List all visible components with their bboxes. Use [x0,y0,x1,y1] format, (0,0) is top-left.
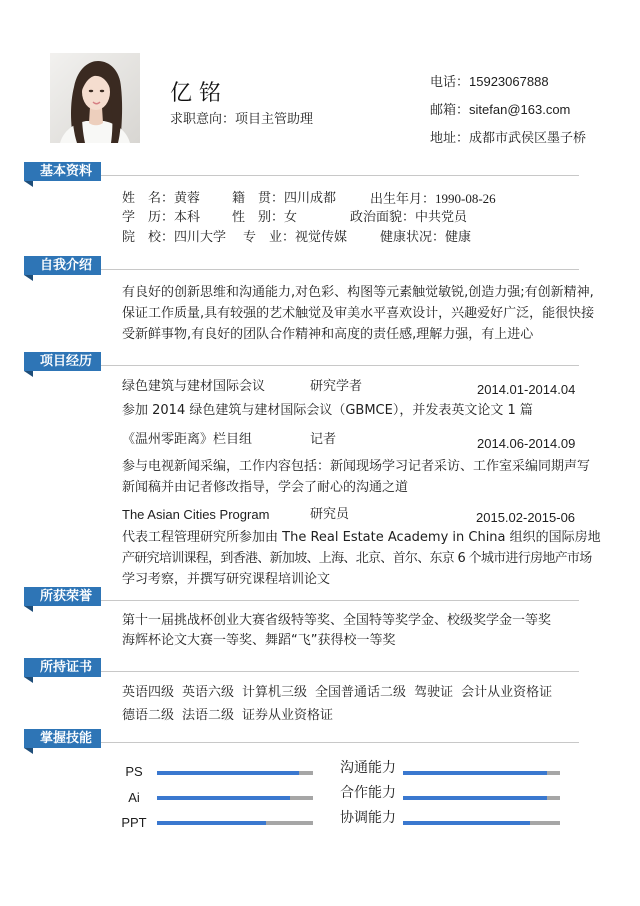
section-tag-fold [24,275,33,281]
certificate-item: 德语二级 [122,708,175,723]
info-label: 健康状况： [380,230,446,245]
info-label: 政治面貌： [350,210,416,225]
info-field-education [122,210,200,226]
certificate-item: 证券从业资格证 [242,708,334,723]
project-description-line: 代表工程管理研究所参加由 The Real Estate Academy in China 组织的国际房地 [122,530,601,545]
certificate-item: 法语二级 [182,708,235,723]
info-value: 四川大学 [174,230,227,245]
skill-bar-fill [403,771,547,775]
section-tag-fold [24,748,33,754]
info-value: 黄蓉 [174,191,201,206]
certificate-item: 会计从业资格证 [461,685,553,700]
project-period: 2015.02-2015-06 [476,510,576,525]
info-field-major [243,230,347,246]
info-field-hometown [232,191,336,207]
certificate-row [122,685,552,701]
section-tag-honors: 所获荣誉 [24,587,101,606]
contact-address-label: 地址： [430,131,470,146]
section-tag-fold [24,677,33,683]
contact-phone-value: 15923067888 [469,74,549,89]
project-name: The Asian Cities Program [122,507,270,522]
section-divider [101,269,579,270]
skill-bar-fill [403,796,547,800]
skill-bar-coordination [403,821,560,825]
skill-label-communication: 沟通能力 [340,760,396,776]
skill-label-ai: Ai [128,790,140,805]
project-description-line: 参与电视新闻采编，工作内容包括：新闻现场学习记者采访、工作室采编同期声写 [122,459,591,474]
info-label: 籍 贯： [232,191,285,206]
section-divider [101,671,579,672]
info-label: 专 业： [243,230,296,245]
skill-label-coordination: 协调能力 [340,810,396,826]
info-field-name [122,191,200,207]
certificate-item: 英语六级 [182,685,235,700]
project-period: 2014.01-2014.04 [477,382,576,397]
honor-line: 第十一届挑战杯创业大赛省级特等奖、全国特等奖学金、校级奖学金一等奖 [122,613,552,628]
contact-email-value: sitefan@163.com [469,102,571,117]
info-label: 学 历： [122,210,175,225]
job-objective-value: 项目主管助理 [235,112,314,127]
project-role: 研究员 [310,507,350,522]
section-tag-fold [24,606,33,612]
skill-label-cooperation: 合作能力 [340,785,396,801]
job-objective-label: 求职意向： [170,112,236,127]
project-role: 研究学者 [310,379,363,394]
section-tag-self-intro: 自我介绍 [24,256,101,275]
info-field-health [380,230,471,246]
profile-photo-image [50,53,140,143]
contact-email-label: 邮箱： [430,103,470,118]
contact-address [430,131,586,147]
info-label: 出生年月： [370,192,436,207]
contact-email [430,102,570,119]
contact-address-value: 成都市武侯区墨子桥 [469,131,587,146]
project-description-line: 产研究培训课程，到香港、新加坡、上海、北京、首尔、东京 6 个城市进行房地产市场 [122,551,592,566]
skill-bar-ps [157,771,313,775]
project-name: 《温州零距离》栏目组 [122,432,253,447]
skill-bar-communication [403,771,560,775]
info-value: 四川成都 [284,191,337,206]
skill-bar-fill [403,821,530,825]
section-divider [101,365,579,366]
certificate-item: 全国普通话二级 [315,685,407,700]
honor-line: 海辉杯论文大赛一等奖、舞蹈“飞”获得校一等奖 [122,633,396,648]
project-period: 2014.06-2014.09 [477,436,576,451]
certificate-item: 计算机三级 [242,685,308,700]
info-value: 健康 [445,230,472,245]
section-divider [101,175,579,176]
project-role: 记者 [310,432,337,447]
candidate-name: 亿 铭 [170,81,221,106]
intro-line: 保证工作质量,具有较强的艺术触觉及审美水平喜欢设计，兴趣爱好广泛，能很快接 [122,306,595,321]
profile-photo [50,53,140,143]
skill-bar-fill [157,796,290,800]
info-field-school [122,230,226,246]
section-tag-skills: 掌握技能 [24,729,101,748]
section-tag-projects: 项目经历 [24,352,101,371]
skill-bar-fill [157,821,266,825]
project-description-line: 学习考察，并撰写研究课程培训论文 [122,572,331,587]
info-field-political-status [350,210,467,226]
section-tag-basic-info: 基本资料 [24,162,101,181]
info-value: 本科 [174,210,201,225]
project-description-line: 参加 2014 绿色建筑与建材国际会议（GBMCE），并发表英文论文 1 篇 [122,403,533,418]
info-label: 性 别： [232,210,285,225]
skill-label-ppt: PPT [121,815,147,830]
certificate-row [122,708,333,724]
certificate-item: 英语四级 [122,685,175,700]
info-value: 1990-08-26 [435,191,496,206]
skill-bar-cooperation [403,796,560,800]
info-value: 视觉传媒 [295,230,348,245]
info-field-gender [232,210,297,226]
section-divider [101,600,579,601]
info-value: 女 [284,210,298,225]
certificate-item: 驾驶证 [414,685,454,700]
skill-bar-ppt [157,821,313,825]
contact-phone [430,74,549,91]
section-tag-certificates: 所持证书 [24,658,101,677]
section-tag-fold [24,371,33,377]
job-objective [170,112,313,128]
intro-line: 受新鲜事物,有良好的团队合作精神和高度的责任感,理解力强，有上进心 [122,327,534,342]
skill-bar-ai [157,796,313,800]
project-description-line: 新闻稿并由记者修改指导，学会了耐心的沟通之道 [122,480,409,495]
section-tag-fold [24,181,33,187]
section-divider [101,742,579,743]
info-label: 姓 名： [122,191,175,206]
info-label: 院 校： [122,230,175,245]
skill-bar-fill [157,771,299,775]
intro-line: 有良好的创新思维和沟通能力,对色彩、构图等元素触觉敏锐,创造力强;有创新精神, [122,285,594,300]
contact-phone-label: 电话： [430,75,470,90]
project-name: 绿色建筑与建材国际会议 [122,379,266,394]
skill-label-ps: PS [125,764,143,779]
info-field-birthdate [370,191,496,208]
info-value: 中共党员 [415,210,468,225]
